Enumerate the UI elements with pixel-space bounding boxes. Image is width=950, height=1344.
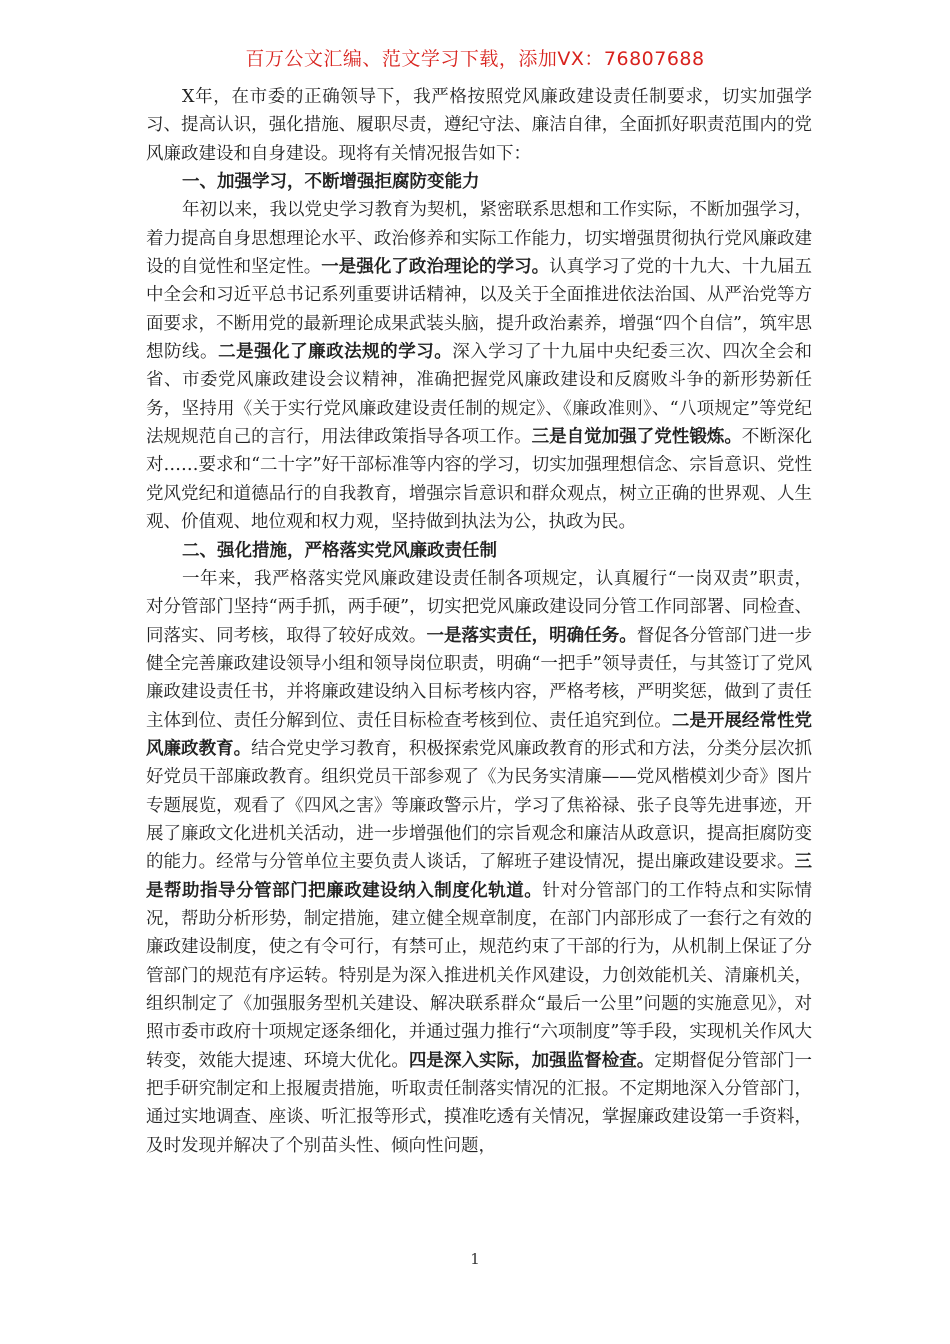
- section-1-bold-1: 一是强化了政治理论的学习。: [321, 257, 550, 278]
- section-2-bold-3: 三是帮助指导分管部门把廉政建设纳入制度化轨道。: [146, 852, 812, 901]
- document-body: [146, 83, 812, 1160]
- section-1-bold-3: 三是自觉加强了党性锻炼。: [531, 427, 742, 448]
- intro-paragraph: X年，在市委的正确领导下，我严格按照党风廉政建设责任制要求，切实加强学习、提高认识，强化措施、履职尽责，遵纪守法、廉洁自律，全面抓好职责范围内的党风廉政建设和自身建设。现将有关情况报告如下：: [146, 87, 812, 164]
- section-1-text-3: 不断深化对……要求和“二十字”好干部标准等内容的学习，切实加强理想信念、宗旨意识、党性党风党纪和道德品行的自我教育，增强宗旨意识和群众观点，树立正确的世界观、人生观、价值观、地位观和权力观，坚持做到执法为公，执政为民。: [146, 427, 813, 533]
- section-heading-2: 二、强化措施，严格落实党风廉政责任制: [182, 540, 497, 561]
- page-number: 1: [470, 1250, 480, 1268]
- section-2-text-4: 定期督促分管部门一把手研究制定和上报履责措施，听取责任制落实情况的汇报。不定期地深入分管部门，通过实地调查、座谈、听汇报等形式，摸准吃透有关情况，掌握廉政建设第一手资料，及时发现并解决了个别苗头性、倾向性问题，: [146, 1050, 813, 1156]
- header-banner: 百万公文汇编、范文学习下载，添加VX：76807688: [245, 48, 705, 70]
- section-1-bold-2: 二是强化了廉政法规的学习。: [218, 342, 453, 363]
- section-2-text-3: 针对分管部门的工作特点和实际情况，帮助分析形势，制定措施，建立健全规章制度，在部门内部形成了一套行之有效的廉政建设制度，使之有令可行，有禁可止，规范约束了干部的行为，从机制上保证了分管部门的规范有序运转。特别是为深入推进机关作风建设，力创效能机关、清廉机关，组织制定了《加强服务型机关建设、解决联系群众“最后一公里”问题的实施意见》，对照市委市政府十项规定逐条细化，并通过强力推行“六项制度”等手段，实现机关作风大转变，效能大提速、环境大优化。: [146, 880, 813, 1071]
- section-2-bold-1: 一是落实责任，明确任务。: [426, 625, 637, 646]
- section-2-text-1: 督促各分管部门进一步健全完善廉政建设领导小组和领导岗位职责，明确“一把手”领导责任，与其签订了党风廉政建设责任书，并将廉政建设纳入目标考核内容，严格考核，严明奖惩，做到了责任主体到位、责任分解到位、责任目标检查考核到位、责任追究到位。: [146, 625, 813, 731]
- section-2-bold-4: 四是深入实际，加强监督检查。: [408, 1050, 655, 1071]
- section-1-text-start: 年初以来，我以党史学习教育为契机，紧密联系思想和工作实际，不断加强学习，着力提高自身思想理论水平、政治修养和实际工作能力，切实增强贯彻执行党风廉政建设的自觉性和坚定性。: [146, 200, 812, 278]
- section-1-paragraph: [146, 196, 812, 536]
- section-2-text-2: 结合党史学习教育，积极探索党风廉政教育的形式和方法，分类分层次抓好党员干部廉政教育。组织党员干部参观了《为民务实清廉——党风楷模刘少奇》图片专题展览，观看了《四风之害》等廉政警示片，学习了焦裕禄、张子良等先进事迹，开展了廉政文化进机关活动，进一步增强他们的宗旨观念和廉洁从政意识，提高拒腐防变的能力。经常与分管单位主要负责人谈话，了解班子建设情况，提出廉政建设要求。: [146, 738, 813, 873]
- section-2-text-start: 一年来，我严格落实党风廉政建设责任制各项规定，认真履行“一岗双责”职责，对分管部门坚持“两手抓，两手硬”，切实把党风廉政建设同分管工作同部署、同检查、同落实、同考核，取得了较好成效。: [146, 568, 812, 646]
- section-2-paragraph: [146, 565, 812, 1160]
- section-1-text-2: 深入学习了十九届中央纪委三次、四次全会和省、市委党风廉政建设会议精神，准确把握党风廉政建设和反腐败斗争的新形势新任务，坚持用《关于实行党风廉政建设责任制的规定》、《廉政准则》、“八项规定”等党纪法规规范自己的言行，用法律政策指导各项工作。: [146, 342, 813, 448]
- section-2-bold-2: 二是开展经常性党风廉政教育。: [146, 710, 813, 759]
- section-1-text-1: 认真学习了党的十九大、十九届五中全会和习近平总书记系列重要讲话精神，以及关于全面推进依法治国、从严治党等方面要求，不断用党的最新理论成果武装头脑，提升政治素养，增强“四个自信”，筑牢思想防线。: [146, 257, 813, 363]
- section-heading-1: 一、加强学习，不断增强拒腐防变能力: [182, 172, 480, 193]
